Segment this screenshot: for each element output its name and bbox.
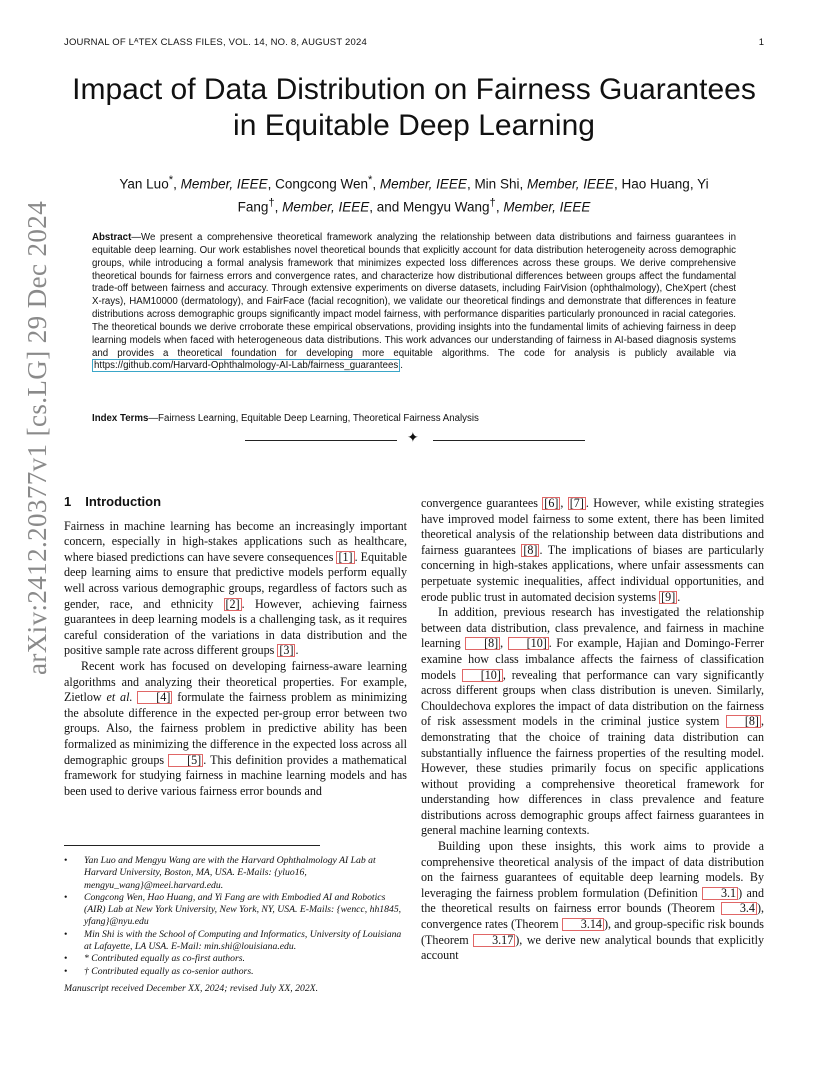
cross-reference-link[interactable]: 3.17 (473, 934, 515, 947)
section-number: 1 (64, 494, 72, 509)
text-run: , demonstrating that the choice of training data distribution can substantially influence the fairness properties of the resulting model. However, these studies primarily focus on specific applications without providing a comprehensive theoretical framework for understanding how differences in class prevalence and feature distributions across demographic groups affect fairness guarantees in general machine learning contexts. (421, 714, 764, 838)
text-run: , (560, 496, 568, 510)
abstract-text: —We present a comprehensive theoretical framework analyzing the relationship between data distributions and fairness guarantees in equitable deep learning. Our work establishes novel theoretical bounds that explicitly account for data distribution heterogeneity across demographic groups, while introducing a formal analysis framework that minimizes expected loss differences across these groups. We derive comprehensive theoretical bounds for fairness errors and convergence rates, and characterize how distributional differences between groups affect the fundamental trade-off between fairness and accuracy. Through extensive experiments on diverse datasets, including FairVision (ophthalmology), CheXpert (chest X-rays), HAM10000 (dermatology), and FairFace (facial recognition), we validate our theoretical findings and demonstrate that differences in feature distributions across demographic groups significantly impact model fairness, with performance disparities particularly pronounced in racial categories. The theoretical bounds we derive crroborate these empirical observations, providing insights into the fundamental limits of achieving fairness in deep learning models when faced with heterogeneous data distributions. This work advances our understanding of fairness in AI-based diagnosis systems and provides a theoretical foundation for developing more equitable algorithms. The code for analysis is publicly available via (92, 232, 736, 359)
citation-link[interactable]: [3] (279, 643, 294, 658)
page-number: 1 (758, 37, 764, 48)
citation-link[interactable]: [5] (168, 754, 203, 767)
paragraph (64, 659, 407, 799)
text-run: . (677, 589, 681, 604)
footnote-item (64, 929, 407, 954)
paper-title: Impact of Data Distribution on Fairness Guarantees in Equitable Deep Learning (72, 73, 756, 142)
text-run: . Equitable deep learning aims to ensure that predictive models perform equally well across various demographic groups, regardless of factors such as gender, race, and ethnicity (64, 549, 408, 611)
bullet-icon: • (64, 953, 68, 965)
text-run: formulate the fairness problem as minimizing the absolute difference in the expected per-group error between two groups. Also, the fairness problem in predictive ability has been formalized as minimizing the difference in the expected loss across all demographic groups (64, 690, 408, 767)
author-line-2: Fang†, Member, IEEE, and Mengyu Wang†, Member, IEEE (237, 196, 591, 214)
section-heading (64, 494, 407, 510)
text-run: Building upon these insights, this work aims to provide a comprehensive theoretical analysis of the impact of data distribution on the fairness guarantees of equitable deep learning models. By leveraging the fairness problem formulation (Definition (421, 839, 764, 900)
bullet-icon: • (64, 965, 68, 977)
index-terms (92, 413, 736, 424)
divider-line-right (433, 440, 585, 441)
text-run: . However, while existing strategies have improved model fairness to some extent, there has been limited theoretical analysis of the relationship between data distributions and fairness guarantees (421, 496, 764, 557)
text-run: ) and the theoretical results on fairness error bounds (Theorem (421, 885, 764, 916)
divider-line-left (245, 440, 397, 441)
abstract-end: . (400, 360, 403, 372)
text-run-italic: et al. (106, 690, 133, 705)
text-run: , revealing that performance can vary significantly across different groups when class distribution is uneven. Similarly, Chouldechova explores the impact of data distribution on the fairness of risk assessment models in the criminal justice system (421, 667, 764, 729)
text-run: ), and group-specific risk bounds (Theorem (421, 917, 764, 947)
section-divider (245, 433, 585, 447)
citation-link[interactable]: [1] (338, 549, 353, 564)
right-column (421, 496, 764, 964)
footnotes (64, 855, 407, 995)
text-run: convergence guarantees (421, 496, 543, 510)
citation-link[interactable]: [4] (137, 691, 172, 704)
footnote-item (64, 892, 407, 929)
citation-link[interactable]: [8] (726, 715, 761, 728)
footnote-text: Congcong Wen, Hao Huang, and Yi Fang are with Embodied AI and Robotics (AIR) Lab at New York University, New York, NY, USA. E-Mails: {wencc, hh1845, yfang}@nyu.edu (84, 891, 402, 928)
paragraph (421, 496, 764, 605)
bullet-icon: • (64, 928, 68, 940)
text-run: Recent work has focused on developing fairness-aware learning algorithms and analyzing their theoretical properties. For example, Zietlow (64, 658, 407, 705)
index-terms-text: —Fairness Learning, Equitable Deep Learning, Theoretical Fairness Analysis (148, 413, 479, 424)
footnote-text: Yan Luo and Mengyu Wang are with the Harvard Ophthalmology AI Lab at Harvard University, Boston, MA, USA. E-Mails: {yluo16, mengyu_wang}@meei.harvard.edu. (84, 855, 376, 891)
footnote-text: * Contributed equally as co-first authors. (84, 953, 245, 965)
cross-reference-link[interactable]: 3.1 (702, 887, 738, 900)
paragraph (421, 839, 764, 964)
running-head: JOURNAL OF LᴬTEX CLASS FILES, VOL. 14, NO. 8, AUGUST 2024 (64, 37, 367, 48)
author-line-1: Yan Luo*, Member, IEEE, Congcong Wen*, Member, IEEE, Min Shi, Member, IEEE, Hao Huang, Yi (119, 174, 709, 192)
footnote-item (64, 966, 407, 978)
citation-link[interactable]: [8] (465, 637, 500, 650)
citation-link[interactable]: [7] (569, 496, 584, 510)
text-run: , (500, 636, 508, 651)
divider-star-icon: ✦ (407, 431, 419, 446)
abstract-label: Abstract (92, 232, 132, 243)
footnote-text: † Contributed equally as co-senior authors. (84, 965, 254, 977)
footnote-rule (64, 845, 320, 846)
code-link[interactable]: https://github.com/Harvard-Ophthalmology-AI-Lab/fairness_guarantees (94, 360, 399, 372)
section-title: Introduction (85, 494, 162, 509)
citation-link[interactable]: [2] (225, 596, 240, 611)
cross-reference-link[interactable]: 3.4 (721, 902, 757, 915)
citation-link[interactable]: [10] (508, 637, 549, 650)
text-run: . The implications of biases are particularly concerning in high-stakes applications, where unfair assessments can perpetuate systemic inequalities, affect individual opportunities, and erode public trust in automated decision systems (421, 542, 764, 604)
manuscript-note: Manuscript received December XX, 2024; revised July XX, 202X. (64, 982, 319, 994)
bullet-icon: • (64, 855, 68, 866)
citation-link[interactable]: [10] (462, 669, 503, 682)
footnote-item (64, 855, 407, 892)
arxiv-identifier: arXiv:2412.20377v1 [cs.LG] 29 Dec 2024 (22, 200, 52, 675)
paragraph (421, 605, 764, 839)
abstract (92, 232, 736, 373)
author-list (100, 171, 728, 216)
citation-link[interactable]: [8] (523, 542, 538, 557)
text-run: . For example, Hajian and Domingo-Ferrer examine how class imbalance affects the fairness of classification models (421, 636, 764, 682)
bullet-icon: • (64, 891, 68, 903)
text-run: ), convergence rates (Theorem (421, 901, 764, 932)
footnote-item (64, 953, 407, 965)
citation-link[interactable]: [6] (544, 496, 559, 510)
text-run: Fairness in machine learning has become an increasingly important concern, especially in high-stakes applications such as healthcare, where biased predictions can have severe consequences (64, 518, 407, 564)
text-run: . However, achieving fairness guarantees in deep learning models is a challenging task, as it requires careful consideration of the variations in data distribution and the positive sample rate across different groups (64, 596, 408, 658)
cross-reference-link[interactable]: 3.14 (562, 918, 604, 931)
citation-link[interactable]: [9] (661, 589, 676, 604)
text-run: In addition, previous research has investigated the relationship between data distribution, class prevalence, and fairness in machine learning (421, 605, 764, 651)
text-run: . This definition provides a mathematical framework for studying fairness in machine learning models and has been used to derive various fairness error bounds and (64, 752, 407, 798)
index-terms-label: Index Terms (92, 413, 149, 424)
text-run: . (295, 643, 299, 658)
text-run: ), we derive new analytical bounds that explicitly account (421, 932, 764, 963)
footnote-text: Min Shi is with the School of Computing and Informatics, University of Louisiana at Lafayette, LA USA. E-Mail: min.shi@louisiana.edu. (84, 928, 402, 953)
paragraph (64, 519, 407, 659)
left-column (64, 494, 407, 799)
